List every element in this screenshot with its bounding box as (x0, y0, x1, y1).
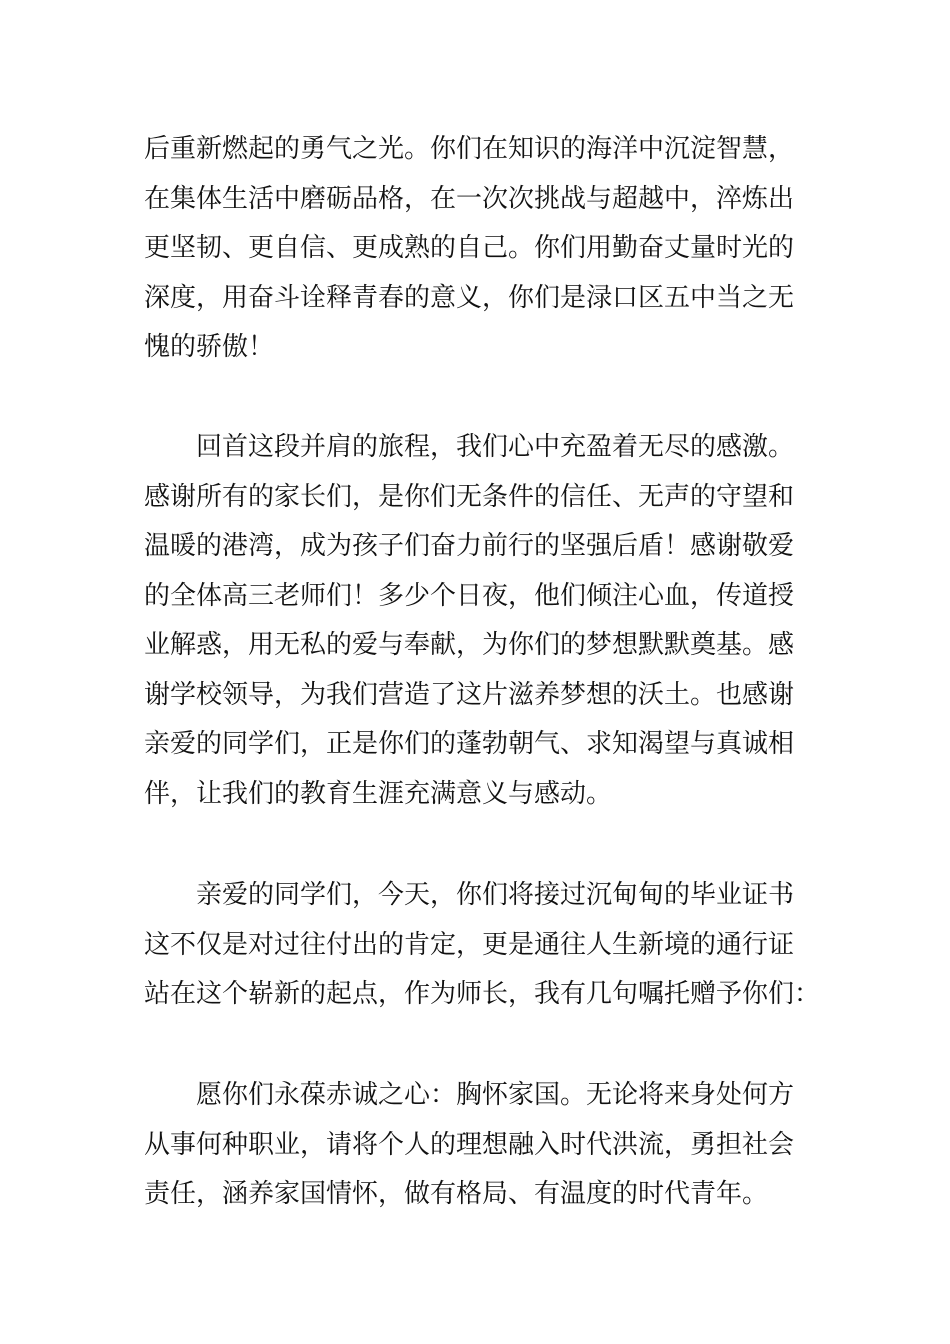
paragraph-line: 愧的骄傲！ (144, 332, 275, 362)
paragraph-2 (144, 423, 814, 819)
paragraph-1 (144, 125, 814, 373)
paragraph-line: 的全体高三老师们！多少个日夜，他们倾注心血，传道授 (144, 580, 795, 611)
paragraph-line: 后重新燃起的勇气之光。你们在知识的海洋中沉淀智慧， (144, 134, 795, 164)
paragraph-line: 谢学校领导，为我们营造了这片滋养梦想的沃土。也感谢 (144, 679, 795, 710)
paragraph-line: 更坚韧、更自信、更成熟的自己。你们用勤奋丈量时光的 (144, 233, 795, 263)
paragraph-line: 这不仅是对过往付出的肯定，更是通往人生新境的通行证 (144, 929, 795, 960)
paragraph-line: 深度，用奋斗诠释青春的意义，你们是渌口区五中当之无 (144, 282, 795, 313)
paragraph-line: 在集体生活中磨砺品格，在一次次挑战与超越中，淬炼出 (144, 183, 795, 214)
paragraph-line: 亲爱的同学们，今天，你们将接过沉甸甸的毕业证书 (196, 880, 795, 910)
paragraph-line: 伴，让我们的教育生涯充满意义与感动。 (144, 778, 613, 809)
paragraph-4 (144, 1071, 814, 1220)
paragraph-line: 业解惑，用无私的爱与奉献，为你们的梦想默默奠基。感 (144, 630, 795, 660)
paragraph-line: 责任，涵养家国情怀，做有格局、有温度的时代青年。 (144, 1179, 769, 1209)
paragraph-line: 愿你们永葆赤诚之心：胸怀家国。无论将来身处何方 (196, 1080, 795, 1110)
paragraph-line: 站在这个崭新的起点，作为师长，我有几句嘱托赠予你们： (144, 979, 821, 1009)
paragraph-line: 回首这段并肩的旅程，我们心中充盈着无尽的感激。 (196, 432, 795, 462)
paragraph-line: 感谢所有的家长们，是你们无条件的信任、无声的守望和 (144, 481, 795, 512)
paragraph-3 (144, 871, 821, 1020)
paragraph-line: 温暖的港湾，成为孩子们奋力前行的坚强后盾！感谢敬爱 (144, 531, 795, 561)
paragraph-line: 亲爱的同学们，正是你们的蓬勃朝气、求知渴望与真诚相 (144, 729, 795, 759)
paragraph-line: 从事何种职业，请将个人的理想融入时代洪流，勇担社会 (144, 1129, 795, 1160)
